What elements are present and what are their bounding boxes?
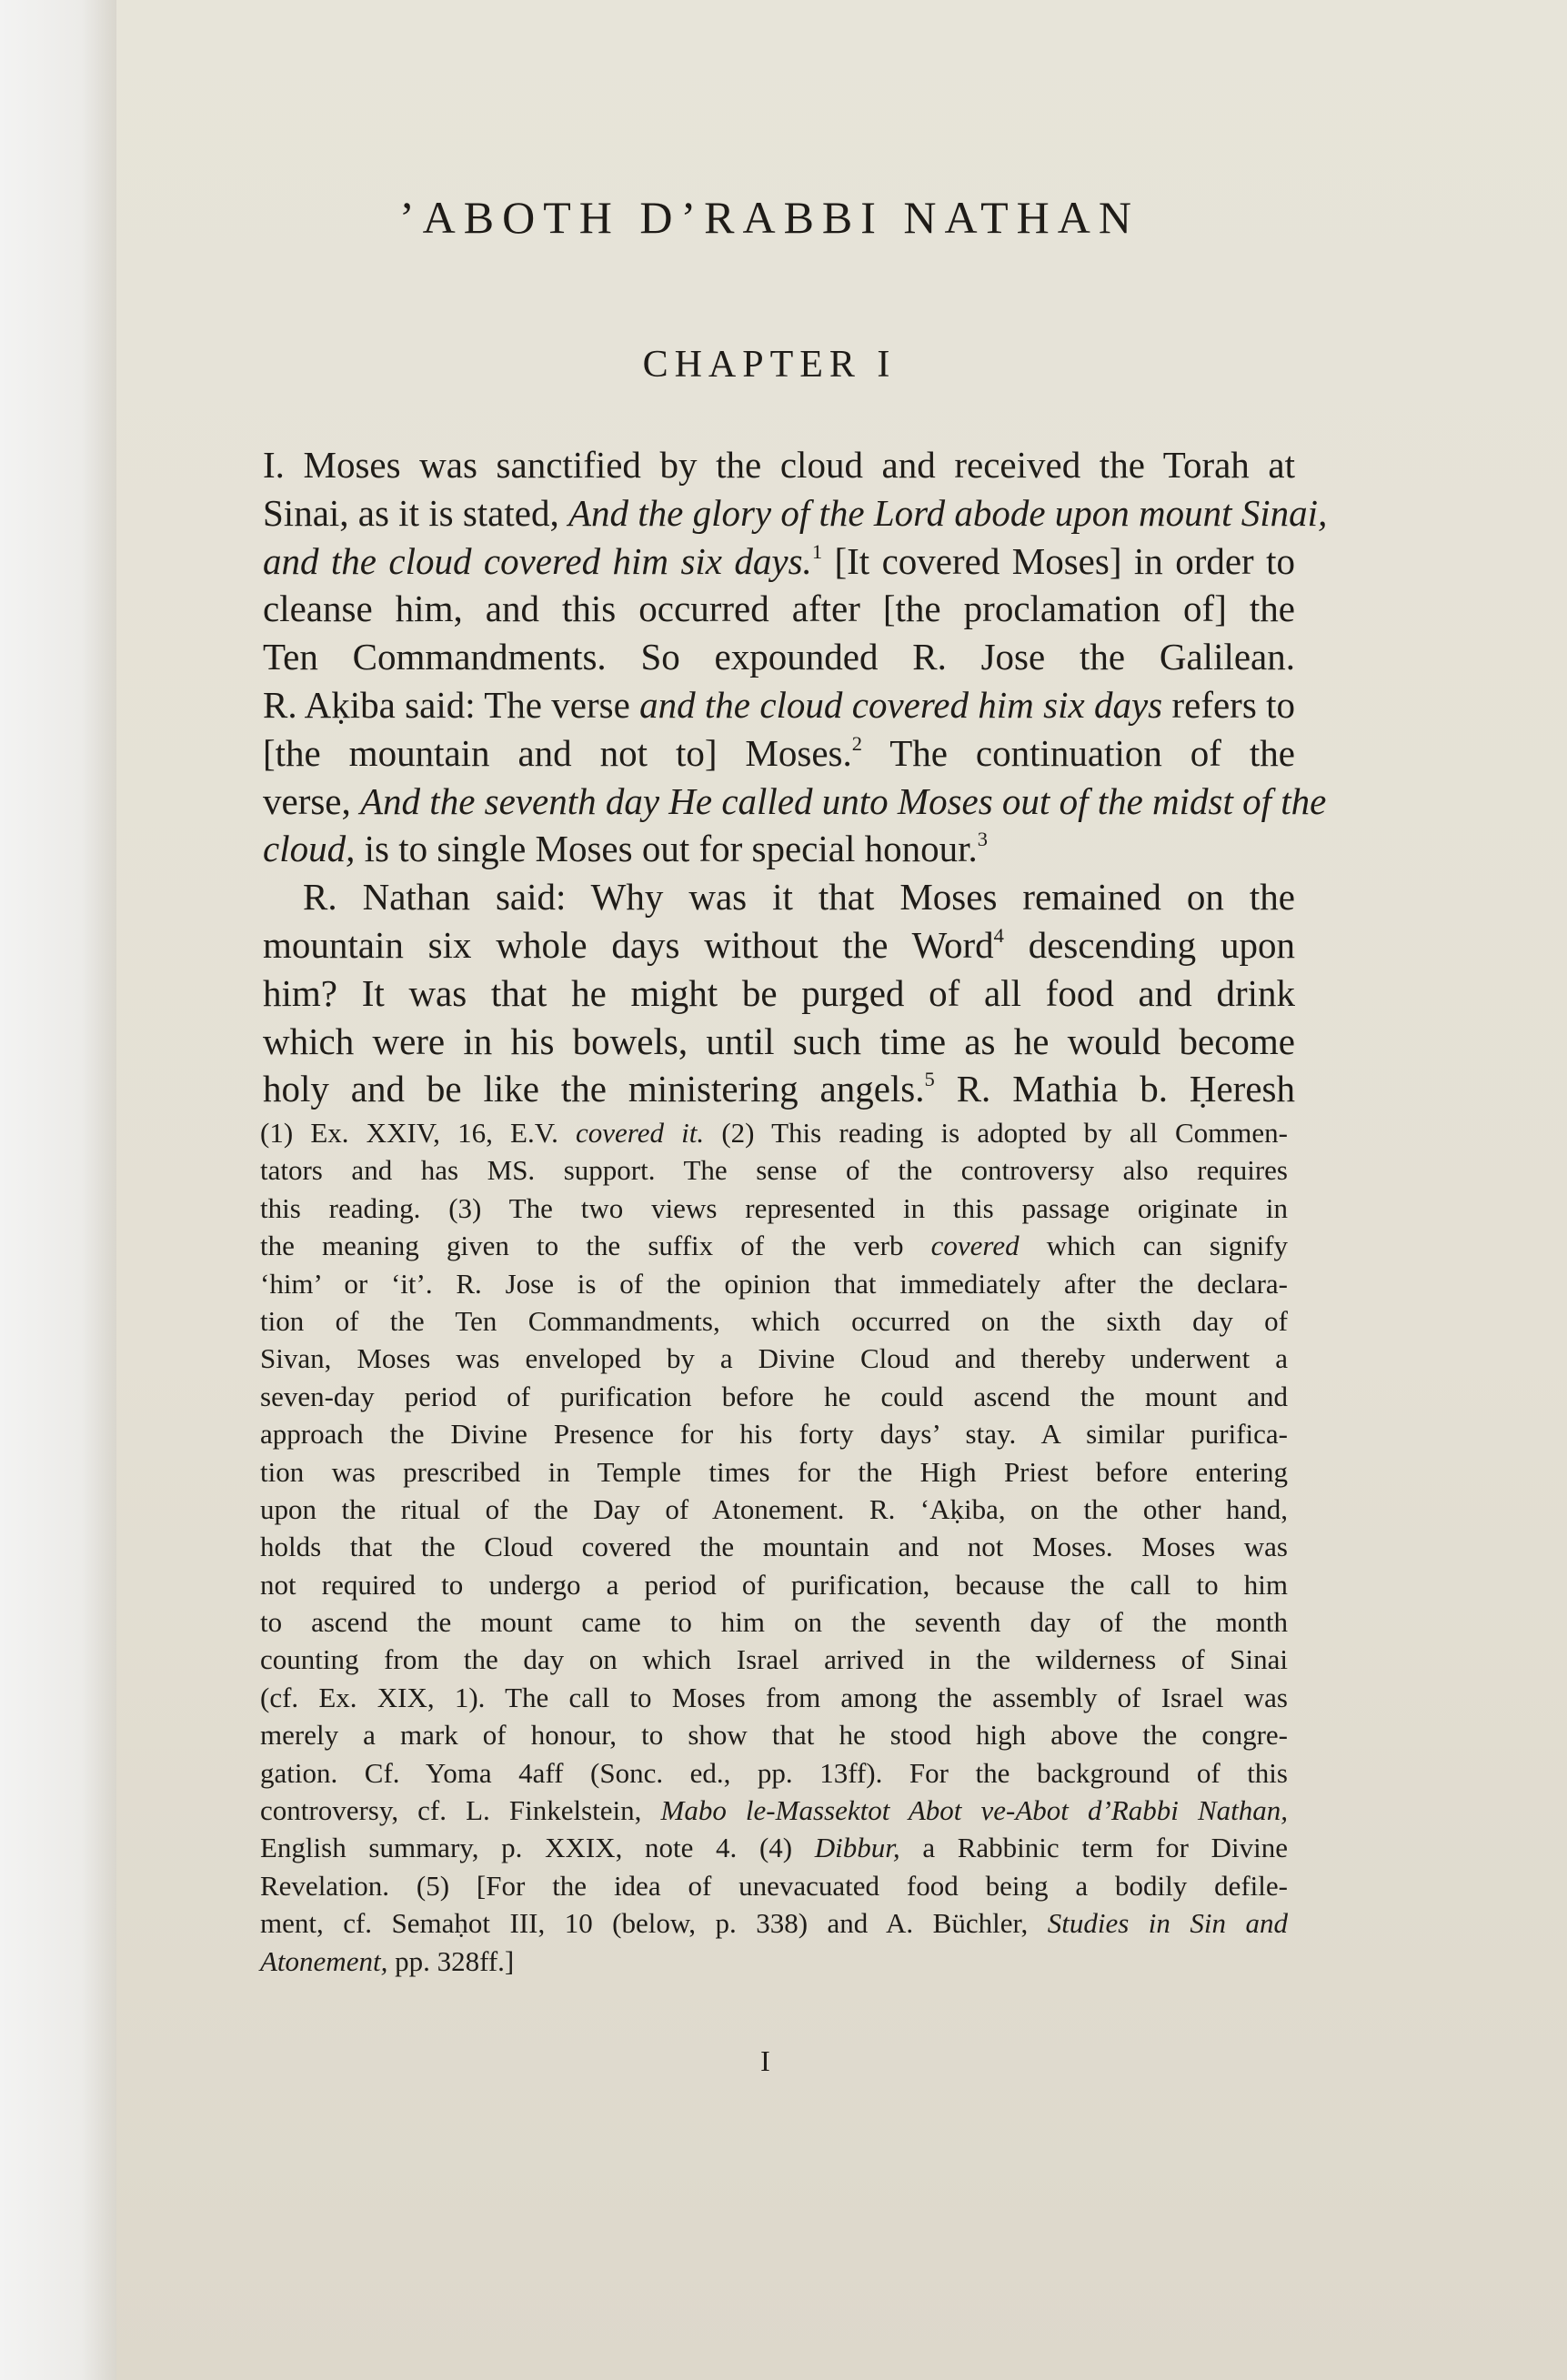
text-run: ment, cf. Semaḥot III, 10 (below, p. 338) and A. Büchler, <box>260 1907 1048 1940</box>
text-line <box>263 921 1295 969</box>
footnote-line <box>260 1114 1288 1151</box>
italic-text: Mabo le-Massektot Abot ve-Abot d’Rabbi Nathan, <box>660 1794 1288 1827</box>
text-run: holy and be like the ministering angels. <box>263 1068 925 1110</box>
text-run: upon the ritual of the Day of Atonement. R. ‘Aḳiba, on the other hand, <box>260 1492 1288 1525</box>
text-run: counting from the day on which Israel arrived in the wilderness of Sinai <box>260 1643 1288 1676</box>
footnote-line <box>260 1829 1288 1866</box>
text-line <box>263 729 1295 778</box>
text-line <box>263 825 1295 873</box>
text-run: is to single Moses out for special honour. <box>355 828 978 870</box>
text-run: tion was prescribed in Temple times for the High Priest before entering <box>260 1455 1288 1488</box>
footnote-line <box>260 1453 1288 1491</box>
text-run: (1) Ex. XXIV, 16, E.V. <box>260 1117 577 1149</box>
main-text <box>263 441 1328 1113</box>
text-run: to ascend the mount came to him on the seventh day of the month <box>260 1606 1288 1639</box>
italic-text: Dibbur, <box>814 1832 900 1864</box>
text-run: descending upon <box>1003 923 1295 966</box>
footnote-line <box>260 1679 1288 1716</box>
italic-text: covered it. <box>576 1117 705 1149</box>
chapter-title: CHAPTER I <box>642 344 897 386</box>
text-run: Sivan, Moses was enveloped by a Divine Cloud and thereby underwent a <box>260 1342 1288 1375</box>
text-run: gation. Cf. Yoma 4aff (Sonc. ed., pp. 13ff). For the background of this <box>260 1756 1288 1789</box>
footnote-line <box>260 1340 1288 1377</box>
text-run: Ten Commandments. So expounded R. Jose the Galilean. <box>263 636 1295 678</box>
text-run: [It covered Moses] in order to <box>822 539 1295 582</box>
footnote-line <box>260 1943 1288 1980</box>
text-line <box>263 873 1295 921</box>
italic-text: and the cloud covered him six days <box>639 683 1163 726</box>
footnote-line <box>260 1716 1288 1753</box>
footnote-marker: 2 <box>851 731 863 755</box>
text-run: cleanse him, and this occurred after [the proclamation of] the <box>263 587 1295 630</box>
text-run: (cf. Ex. XIX, 1). The call to Moses from among the assembly of Israel was <box>260 1681 1288 1713</box>
text-run: which can signify <box>1019 1230 1289 1262</box>
text-line <box>263 633 1295 681</box>
text-run: the meaning given to the suffix of the verb <box>260 1230 931 1262</box>
text-run: ‘him’ or ‘it’. R. Jose is of the opinion that immediately after the declara- <box>260 1267 1288 1300</box>
italic-text: Atonement, <box>260 1944 388 1977</box>
footnote-line <box>260 1566 1288 1603</box>
text-run: this reading. (3) The two views represented in this passage originate in <box>260 1191 1288 1224</box>
text-line <box>263 1018 1295 1066</box>
text-run: mountain six whole days without the Word <box>263 923 994 966</box>
footnote-line <box>260 1378 1288 1415</box>
footnote-line <box>260 1415 1288 1452</box>
page-number: I <box>760 2044 770 2077</box>
text-run: R. Mathia b. Ḥeresh <box>934 1068 1295 1110</box>
italic-text: covered <box>930 1230 1020 1262</box>
text-run: [the mountain and not to] Moses. <box>263 731 852 774</box>
text-run: R. Aḳiba said: The verse <box>263 683 640 726</box>
text-run: tion of the Ten Commandments, which occurred on the sixth day of <box>260 1304 1288 1337</box>
italic-text: cloud, <box>263 828 356 870</box>
footnote-line <box>260 1792 1288 1829</box>
text-line <box>263 969 1295 1018</box>
italic-text: and the cloud covered him six days. <box>263 539 812 582</box>
book-title: ’ABOTH D’RABBI NATHAN <box>399 192 1140 243</box>
footnote-line <box>260 1904 1288 1942</box>
text-run: I. Moses was sanctified by the cloud and received the Torah at <box>263 444 1295 486</box>
text-run: pp. 328ff.] <box>387 1944 515 1977</box>
italic-text: And the glory of the Lord abode upon mount Sinai, <box>568 491 1328 534</box>
footnote-line <box>260 1603 1288 1641</box>
footnote-marker: 4 <box>993 924 1004 948</box>
footnote-marker: 5 <box>924 1068 935 1091</box>
footnote-line <box>260 1641 1288 1678</box>
text-line <box>263 681 1295 729</box>
italic-text: And the seventh day He called unto Moses out of the midst of the <box>360 779 1327 822</box>
footnote-line <box>260 1528 1288 1565</box>
italic-text: Studies in Sin and <box>1047 1907 1288 1940</box>
footnote-marker: 3 <box>977 828 989 851</box>
text-run: which were in his bowels, until such time as he would become <box>263 1019 1295 1062</box>
text-run: refers to <box>1162 683 1295 726</box>
text-run: merely a mark of honour, to show that he stood high above the congre- <box>260 1719 1288 1752</box>
text-run: him? It was that he might be purged of all food and drink <box>263 971 1295 1014</box>
text-run: (2) This reading is adopted by all Commen- <box>704 1117 1288 1149</box>
text-line <box>263 537 1295 586</box>
footnote-line <box>260 1151 1288 1189</box>
text-run: Sinai, as it is stated, <box>263 491 568 534</box>
text-line <box>263 585 1295 633</box>
text-run: tators and has MS. support. The sense of the controversy also requires <box>260 1154 1288 1187</box>
text-run: Revelation. (5) [For the idea of unevacuated food being a bodily defile- <box>260 1869 1288 1902</box>
text-run: a Rabbinic term for Divine <box>899 1832 1288 1864</box>
text-run: not required to undergo a period of purification, because the call to him <box>260 1568 1288 1601</box>
footnote-line <box>260 1227 1288 1264</box>
text-line <box>263 778 1327 826</box>
text-run: seven-day period of purification before he could ascend the mount and <box>260 1380 1288 1412</box>
footnote-line <box>260 1491 1288 1528</box>
footnote-line <box>260 1190 1288 1227</box>
text-line <box>263 489 1328 537</box>
text-run: holds that the Cloud covered the mountain and not Moses. Moses was <box>260 1531 1288 1563</box>
text-run: The continuation of the <box>862 731 1295 774</box>
footnote-line <box>260 1265 1288 1302</box>
text-run: approach the Divine Presence for his forty days’ stay. A similar purifica- <box>260 1418 1288 1451</box>
footnotes <box>260 1114 1288 1980</box>
footnote-line <box>260 1302 1288 1340</box>
text-run: R. Nathan said: Why was it that Moses remained on the <box>303 876 1295 919</box>
footnote-line <box>260 1867 1288 1904</box>
footnote-marker: 1 <box>811 539 823 563</box>
footnote-line <box>260 1754 1288 1792</box>
text-line <box>263 441 1295 489</box>
text-line <box>263 1065 1295 1113</box>
text-run: controversy, cf. L. Finkelstein, <box>260 1794 661 1827</box>
text-run: verse, <box>263 779 361 822</box>
text-run: English summary, p. XXIX, note 4. (4) <box>260 1832 815 1864</box>
